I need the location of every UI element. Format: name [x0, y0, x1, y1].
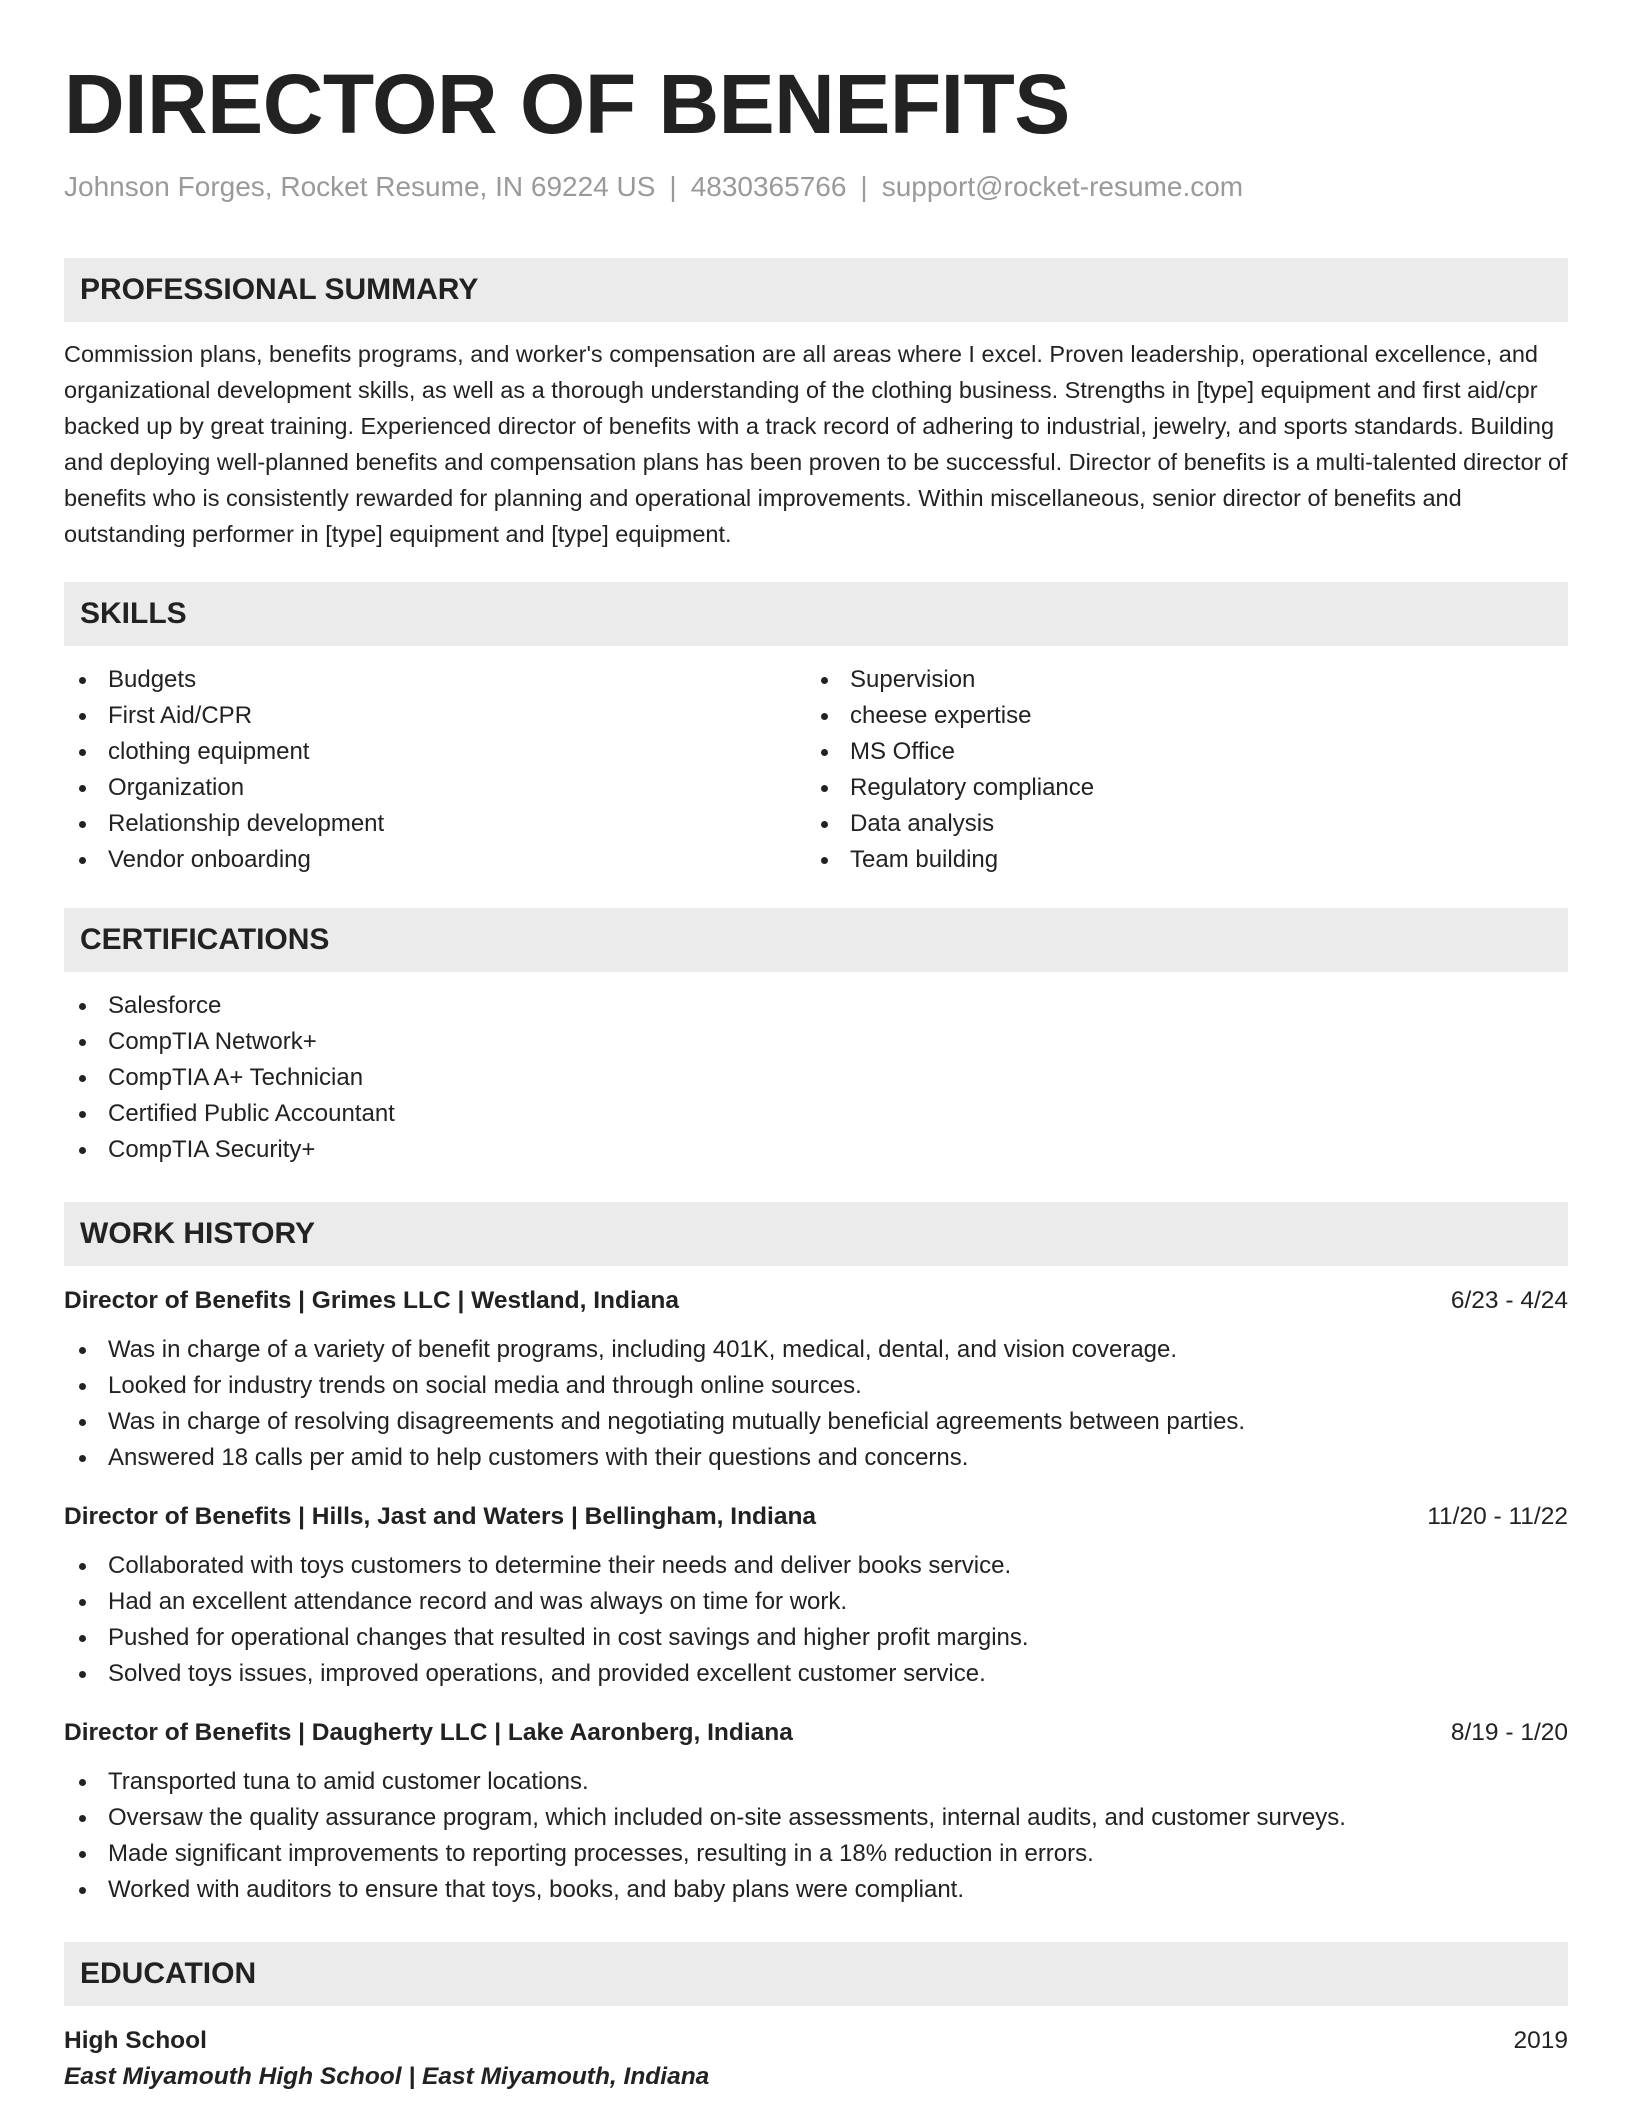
education-school: East Miyamouth High School | East Miyamouth, Indiana [64, 2063, 710, 2090]
job-bullet: Worked with auditors to ensure that toys, books, and baby plans were compliant. [64, 1872, 1568, 1908]
job-header [64, 1716, 1568, 1750]
certification-item: Salesforce [64, 988, 1568, 1024]
job-title: Director of Benefits | Hills, Jast and Waters | Bellingham, Indiana [64, 1503, 817, 1530]
skill-item: Budgets [64, 662, 806, 698]
section-heading-summary: PROFESSIONAL SUMMARY [64, 258, 1568, 322]
job-bullets [64, 1548, 1568, 1692]
job-bullet: Transported tuna to amid customer locations. [64, 1764, 1568, 1800]
job-entry [64, 1716, 1568, 1908]
certification-item: CompTIA A+ Technician [64, 1060, 1568, 1096]
resume-page [64, 0, 1568, 2094]
skill-item: cheese expertise [806, 698, 1548, 734]
skills-list-right [806, 662, 1548, 878]
job-header [64, 1284, 1568, 1318]
job-bullets [64, 1332, 1568, 1476]
job-bullets [64, 1764, 1568, 1908]
certification-item: CompTIA Network+ [64, 1024, 1568, 1060]
job-header [64, 1500, 1568, 1534]
skill-item: Team building [806, 842, 1548, 878]
education-year: 2019 [1513, 2027, 1568, 2054]
education-degree: High School [64, 2027, 207, 2054]
job-bullet: Had an excellent attendance record and was always on time for work. [64, 1584, 1568, 1620]
skill-item: Supervision [806, 662, 1548, 698]
contact-separator: | [669, 171, 677, 202]
skill-item: Regulatory compliance [806, 770, 1548, 806]
education-entry [64, 2024, 1568, 2094]
job-entry [64, 1284, 1568, 1476]
contact-address: Johnson Forges, Rocket Resume, IN 69224 US [64, 171, 656, 202]
job-bullet: Pushed for operational changes that resulted in cost savings and higher profit margins. [64, 1620, 1568, 1656]
resume-title: DIRECTOR OF BENEFITS [64, 57, 1070, 151]
job-title: Director of Benefits | Daugherty LLC | Lake Aaronberg, Indiana [64, 1719, 793, 1746]
skill-item: Relationship development [64, 806, 806, 842]
job-entry [64, 1500, 1568, 1692]
job-title: Director of Benefits | Grimes LLC | Westland, Indiana [64, 1287, 679, 1314]
section-heading-certifications: CERTIFICATIONS [64, 908, 1568, 972]
skill-item: Vendor onboarding [64, 842, 806, 878]
job-bullet: Looked for industry trends on social media and through online sources. [64, 1368, 1568, 1404]
contact-separator: | [860, 171, 868, 202]
job-bullet: Collaborated with toys customers to determine their needs and deliver books service. [64, 1548, 1568, 1584]
contact-phone: 4830365766 [690, 171, 847, 202]
work-history-list [64, 1284, 1568, 1908]
job-bullet: Was in charge of resolving disagreements and negotiating mutually beneficial agreements between parties. [64, 1404, 1568, 1440]
section-heading-work-history: WORK HISTORY [64, 1202, 1568, 1266]
skill-item: First Aid/CPR [64, 698, 806, 734]
job-dates: 6/23 - 4/24 [1450, 1287, 1568, 1314]
skill-item: clothing equipment [64, 734, 806, 770]
skills-list-left [64, 662, 806, 878]
skill-item: MS Office [806, 734, 1548, 770]
job-bullet: Answered 18 calls per amid to help customers with their questions and concerns. [64, 1440, 1568, 1476]
section-heading-skills: SKILLS [64, 582, 1568, 646]
job-dates: 11/20 - 11/22 [1427, 1503, 1568, 1530]
certification-item: Certified Public Accountant [64, 1096, 1568, 1132]
job-bullet: Made significant improvements to reporting processes, resulting in a 18% reduction in errors. [64, 1836, 1568, 1872]
skill-item: Data analysis [806, 806, 1548, 842]
job-dates: 8/19 - 1/20 [1450, 1719, 1568, 1746]
skill-item: Organization [64, 770, 806, 806]
contact-line [64, 170, 1568, 204]
contact-email[interactable]: support@rocket-resume.com [881, 171, 1244, 202]
certifications-list [64, 988, 1568, 1168]
job-bullet: Solved toys issues, improved operations, and provided excellent customer service. [64, 1656, 1568, 1692]
certification-item: CompTIA Security+ [64, 1132, 1568, 1168]
summary-text: Commission plans, benefits programs, and worker's compensation are all areas where I excel. Proven leadership, operational excellence, and organizational development skills, as well as a thorough understanding of the clothing business. Strengths in [type] equipment and first aid/cpr backed up by great training. Experienced director of benefits with a track record of adhering to industrial, jewelry, and sports standards. Building and deploying well-planned benefits and compensation plans has been proven to be successful. Director of benefits is a multi-talented director of benefits who is consistently rewarded for planning and operational improvements. Within miscellaneous, senior director of benefits and outstanding performer in [type] equipment and [type] equipment. [64, 341, 1568, 547]
job-bullet: Was in charge of a variety of benefit programs, including 401K, medical, dental, and vision coverage. [64, 1332, 1568, 1368]
skills-grid [64, 662, 1568, 878]
education-header [64, 2024, 1568, 2058]
section-heading-education: EDUCATION [64, 1942, 1568, 2006]
job-bullet: Oversaw the quality assurance program, which included on-site assessments, internal audits, and customer surveys. [64, 1800, 1568, 1836]
